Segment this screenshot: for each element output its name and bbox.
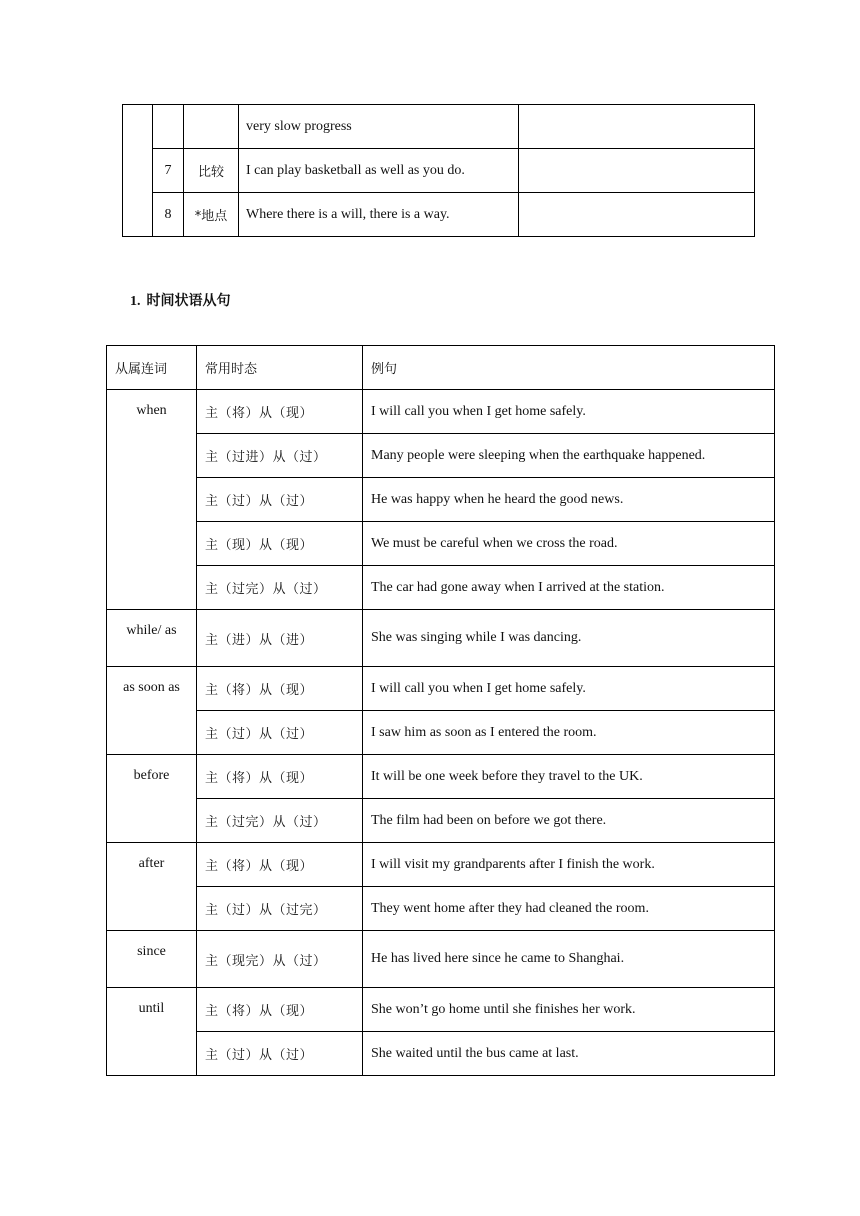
conjunction-cell: while/ as bbox=[107, 610, 197, 667]
table-row bbox=[107, 887, 775, 931]
row-number: 7 bbox=[153, 149, 184, 193]
header-row bbox=[107, 346, 775, 390]
example-cell: I will call you when I get home safely. bbox=[363, 667, 775, 711]
tense-cell: 主（将）从（现） bbox=[197, 988, 363, 1032]
row-example: I can play basketball as well as you do. bbox=[239, 149, 519, 193]
example-cell: They went home after they had cleaned the room. bbox=[363, 887, 775, 931]
example-cell: She won’t go home until she finishes her work. bbox=[363, 988, 775, 1032]
tense-cell: 主（将）从（现） bbox=[197, 755, 363, 799]
row-number: 8 bbox=[153, 193, 184, 237]
tense-cell: 主（过）从（过） bbox=[197, 711, 363, 755]
table-row bbox=[107, 931, 775, 988]
example-cell: I saw him as soon as I entered the room. bbox=[363, 711, 775, 755]
tense-cell: 主（现完）从（过） bbox=[197, 931, 363, 988]
table-row bbox=[107, 390, 775, 434]
continuation-table bbox=[122, 104, 755, 237]
table-row bbox=[123, 193, 755, 237]
row-example: Where there is a will, there is a way. bbox=[239, 193, 519, 237]
example-cell: She waited until the bus came at last. bbox=[363, 1032, 775, 1076]
conjunction-cell: when bbox=[107, 390, 197, 610]
example-cell: He was happy when he heard the good news. bbox=[363, 478, 775, 522]
example-cell: We must be careful when we cross the road. bbox=[363, 522, 775, 566]
tense-cell: 主（过进）从（过） bbox=[197, 434, 363, 478]
row-category: 比较 bbox=[184, 149, 239, 193]
row-example: very slow progress bbox=[239, 105, 519, 149]
conjunction-cell: until bbox=[107, 988, 197, 1076]
table-row bbox=[107, 755, 775, 799]
table-row bbox=[107, 522, 775, 566]
time-clause-table bbox=[106, 345, 775, 1076]
tense-cell: 主（进）从（进） bbox=[197, 610, 363, 667]
tense-cell: 主（过）从（过完） bbox=[197, 887, 363, 931]
tense-cell: 主（将）从（现） bbox=[197, 390, 363, 434]
row-note bbox=[519, 149, 755, 193]
table-row bbox=[107, 1032, 775, 1076]
row-note bbox=[519, 193, 755, 237]
tense-cell: 主（过完）从（过） bbox=[197, 799, 363, 843]
empty-cell bbox=[123, 105, 153, 237]
tense-cell: 主（现）从（现） bbox=[197, 522, 363, 566]
continuation-table-body bbox=[123, 105, 755, 237]
row-category bbox=[184, 105, 239, 149]
section-title: 时间状语从句 bbox=[146, 293, 231, 309]
example-cell: The film had been on before we got there. bbox=[363, 799, 775, 843]
table-row bbox=[107, 711, 775, 755]
table-row bbox=[107, 667, 775, 711]
example-cell: He has lived here since he came to Shanghai. bbox=[363, 931, 775, 988]
conjunction-cell: after bbox=[107, 843, 197, 931]
table-row bbox=[107, 843, 775, 887]
conjunction-cell: before bbox=[107, 755, 197, 843]
tense-cell: 主（过完）从（过） bbox=[197, 566, 363, 610]
table-row bbox=[123, 149, 755, 193]
table-row bbox=[123, 105, 755, 149]
conjunction-cell: as soon as bbox=[107, 667, 197, 755]
tense-cell: 主（过）从（过） bbox=[197, 1032, 363, 1076]
header-tense: 常用时态 bbox=[197, 346, 363, 390]
tense-cell: 主（将）从（现） bbox=[197, 667, 363, 711]
table-row bbox=[107, 566, 775, 610]
example-cell: The car had gone away when I arrived at the station. bbox=[363, 566, 775, 610]
row-number bbox=[153, 105, 184, 149]
example-cell: It will be one week before they travel to the UK. bbox=[363, 755, 775, 799]
row-note bbox=[519, 105, 755, 149]
tense-cell: 主（过）从（过） bbox=[197, 478, 363, 522]
header-conjunction: 从属连词 bbox=[107, 346, 197, 390]
table-row bbox=[107, 478, 775, 522]
tense-cell: 主（将）从（现） bbox=[197, 843, 363, 887]
section-heading bbox=[130, 290, 231, 310]
time-clause-table-body bbox=[107, 346, 775, 1076]
example-cell: She was singing while I was dancing. bbox=[363, 610, 775, 667]
table-row bbox=[107, 988, 775, 1032]
example-cell: I will visit my grandparents after I finish the work. bbox=[363, 843, 775, 887]
section-number: 1. bbox=[130, 294, 141, 309]
table-row bbox=[107, 799, 775, 843]
example-cell: Many people were sleeping when the earthquake happened. bbox=[363, 434, 775, 478]
header-example: 例句 bbox=[363, 346, 775, 390]
table-row bbox=[107, 434, 775, 478]
example-cell: I will call you when I get home safely. bbox=[363, 390, 775, 434]
table-row bbox=[107, 610, 775, 667]
conjunction-cell: since bbox=[107, 931, 197, 988]
row-category: *地点 bbox=[184, 193, 239, 237]
